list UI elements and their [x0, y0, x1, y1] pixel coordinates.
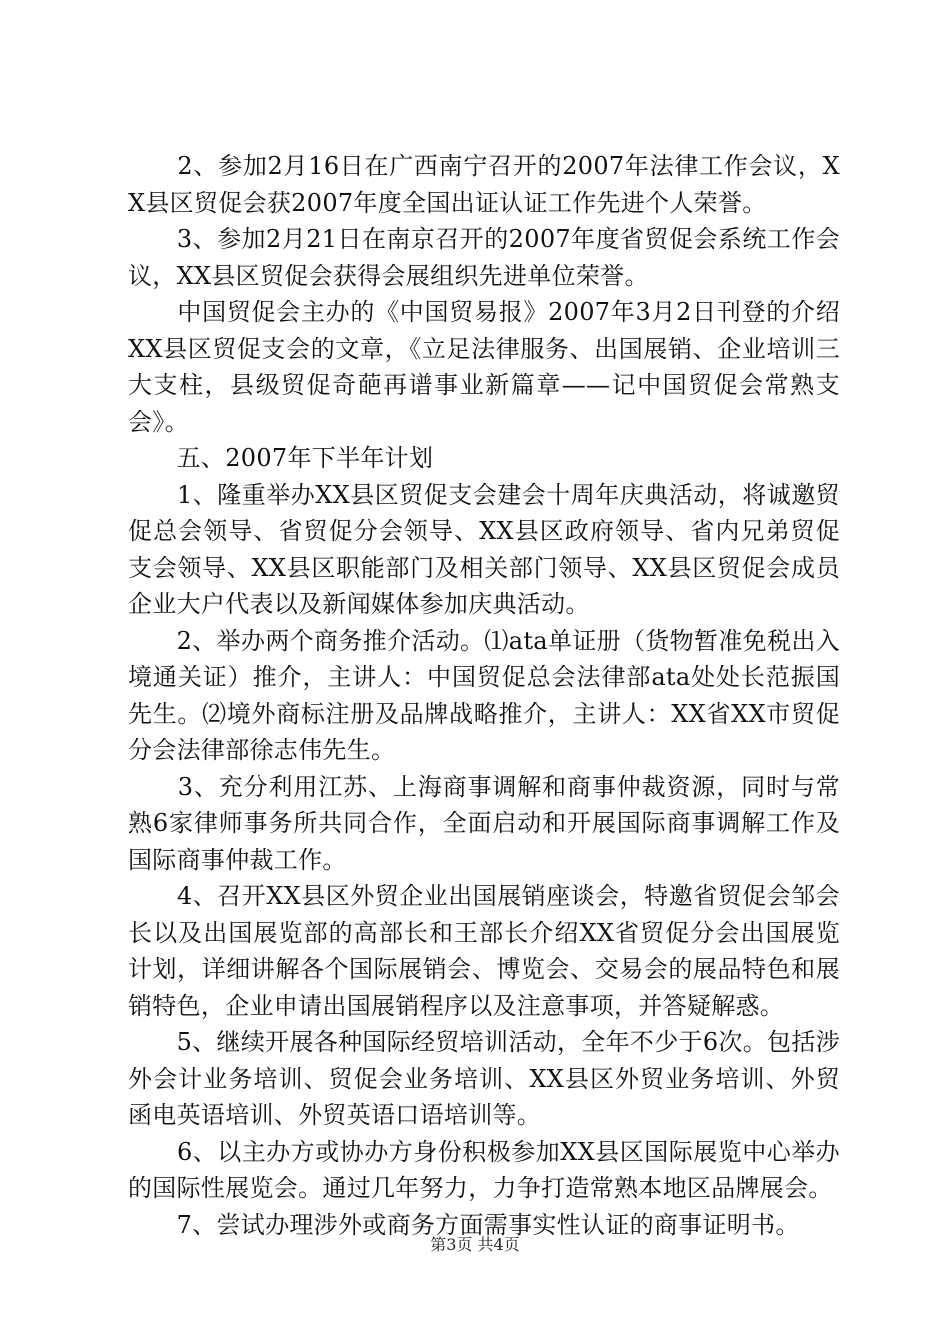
plan-item-2: 2、举办两个商务推介活动。⑴ata单证册（货物暂准免税出入境通关证）推介，主讲人：中国贸促总会法律部ata处处长范振国先生。⑵境外商标注册及品牌战略推介，主讲人：XX省XX市贸促分会法律部徐志伟先生。: [128, 626, 840, 764]
plan-item-7: 7、尝试办理涉外或商务方面需事实性认证的商事证明书。: [128, 1210, 800, 1239]
plan-item-5: 5、继续开展各种国际经贸培训活动，全年不少于6次。包括涉外会计业务培训、贸促会业务培训、XX县区外贸业务培训、外贸函电英语培训、外贸英语口语培训等。: [128, 1028, 840, 1129]
paragraph-item-3-honor: 3、参加2月21日在南京召开的2007年度省贸促会系统工作会议，XX县区贸促会获得会展组织先进单位荣誉。: [128, 225, 840, 290]
document-body: [128, 148, 840, 1243]
paragraph-news-report: 中国贸促会主办的《中国贸易报》2007年3月2日刊登的介绍XX县区贸促支会的文章，《立足法律服务、出国展销、企业培训三大支柱，县级贸促奇葩再谱事业新篇章——记中国贸促会常熟支会》。: [128, 298, 840, 436]
page-number-footer: 第3页 共4页: [430, 1235, 520, 1254]
paragraph-item-2-honor: 2、参加2月16日在广西南宁召开的2007年法律工作会议，XX县区贸促会获2007年度全国出证认证工作先进个人荣誉。: [128, 152, 840, 217]
plan-item-6: 6、以主办方或协办方身份积极参加XX县区国际展览中心举办的国际性展览会。通过几年努力，力争打造常熟本地区品牌展会。: [128, 1137, 840, 1202]
plan-item-3: 3、充分利用江苏、上海商事调解和商事仲裁资源，同时与常熟6家律师事务所共同合作，全面启动和开展国际商事调解工作及国际商事仲裁工作。: [128, 772, 840, 874]
plan-item-1: 1、隆重举办XX县区贸促支会建会十周年庆典活动，将诚邀贸促总会领导、省贸促分会领导、XX县区政府领导、省内兄弟贸促支会领导、XX县区职能部门及相关部门领导、XX县区贸促会成员企业大户代表以及新闻媒体参加庆典活动。: [128, 480, 840, 618]
plan-item-4: 4、召开XX县区外贸企业出国展销座谈会，特邀省贸促会邹会长以及出国展览部的高部长和王部长介绍XX省贸促分会出国展览计划，详细讲解各个国际展销会、博览会、交易会的展品特色和展销特色，企业申请出国展销程序以及注意事项，并答疑解惑。: [128, 882, 840, 1020]
section-heading-plan: 五、2007年下半年计划: [128, 444, 434, 472]
